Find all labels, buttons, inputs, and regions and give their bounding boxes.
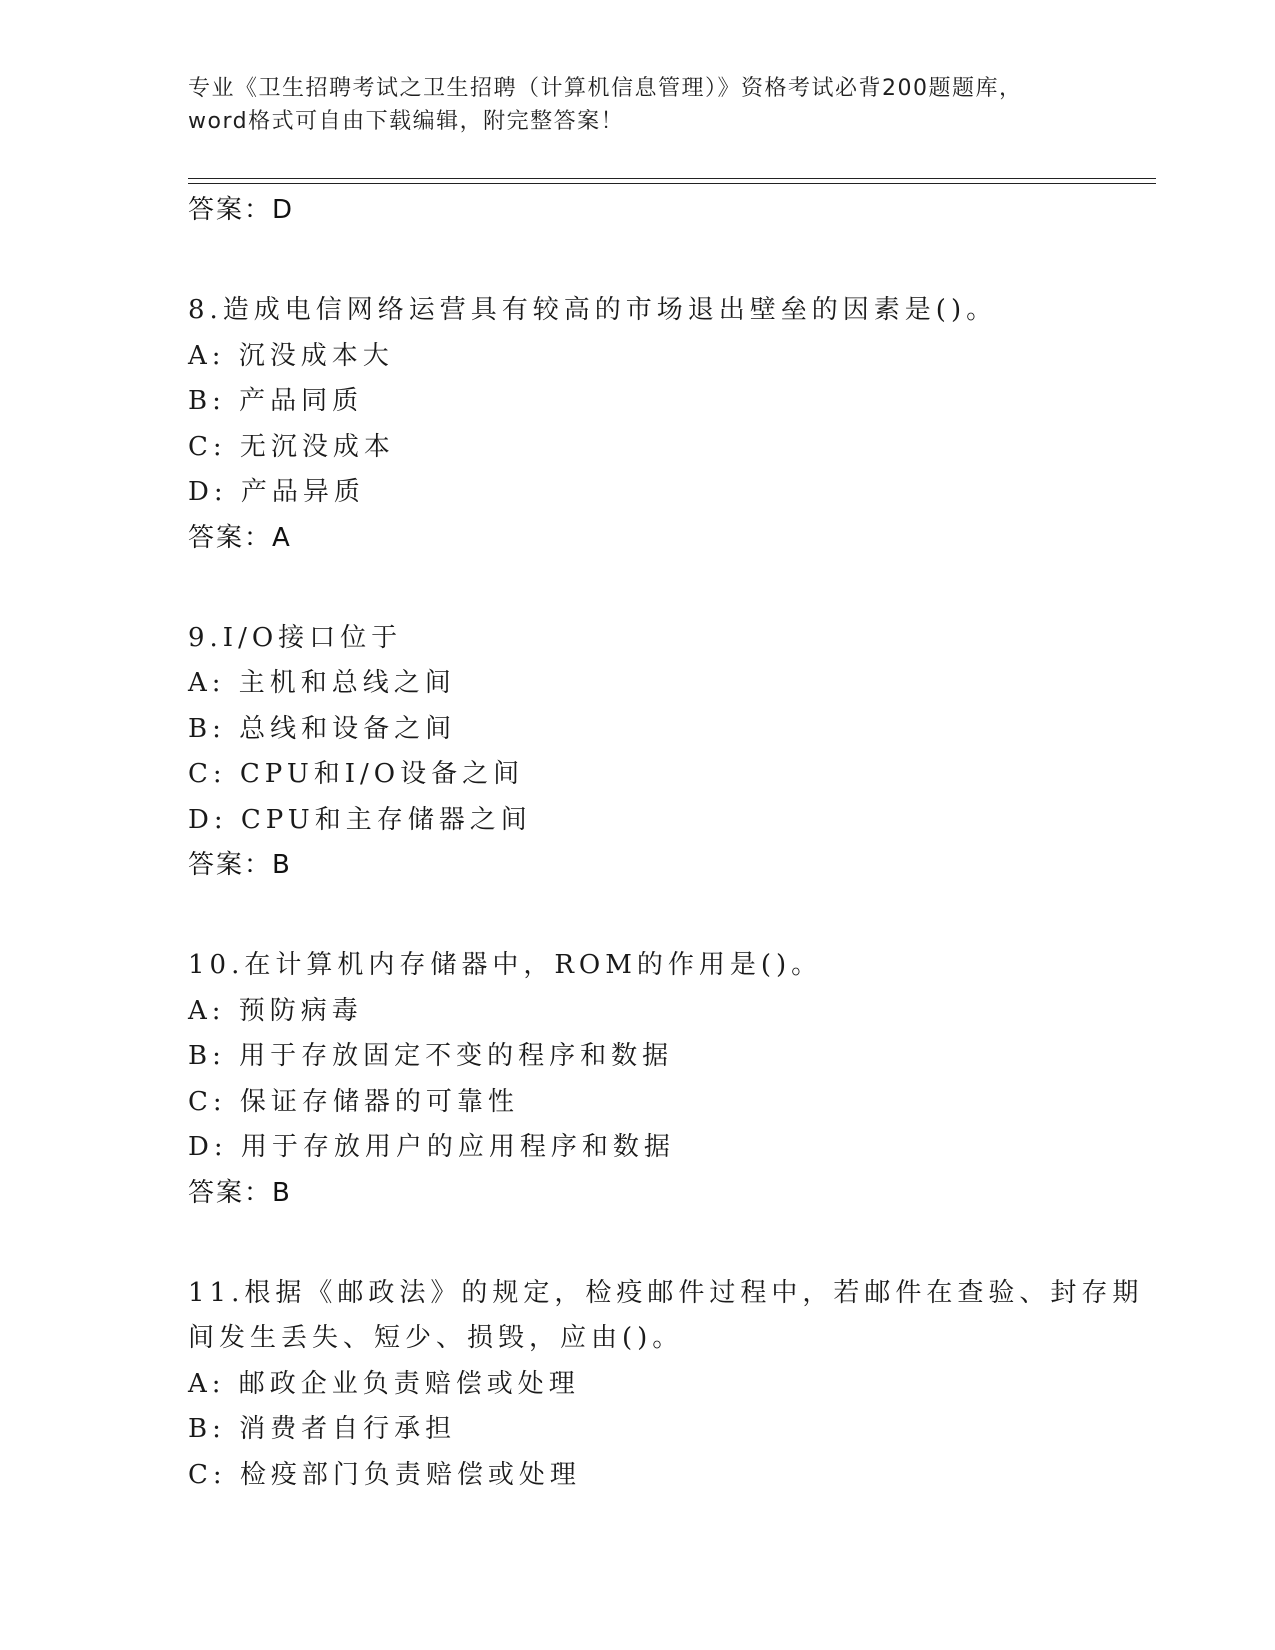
option-a: A: 主机和总线之间: [188, 668, 456, 698]
question-stem: 9.I/O接口位于: [188, 622, 403, 653]
question-list: [188, 188, 1148, 1498]
question-stem-line-2: 间发生丢失、短少、损毁，应由()。: [188, 1323, 684, 1353]
spacer: [188, 233, 1148, 288]
question-8: [188, 288, 1148, 561]
spacer: [188, 561, 1148, 616]
question-10: [188, 943, 1148, 1216]
option-c: C: 检疫部门负责赔偿或处理: [188, 1459, 581, 1490]
question-11: [188, 1271, 1148, 1499]
question-stem: 10.在计算机内存储器中，ROM的作用是()。: [188, 950, 823, 980]
option-c: C: CPU和I/O设备之间: [188, 759, 525, 789]
answer: 答案：B: [188, 850, 292, 880]
header-line-2: word格式可自由下载编辑，附完整答案！: [188, 109, 625, 134]
answer: 答案：B: [188, 1177, 292, 1208]
question-stem-line-1: 11.根据《邮政法》的规定，检疫邮件过程中，若邮件在查验、封存期: [188, 1277, 1144, 1308]
option-b: B: 消费者自行承担: [188, 1414, 457, 1444]
question-stem: 8.造成电信网络运营具有较高的市场退出壁垒的因素是()。: [188, 295, 998, 325]
option-a: A: 邮政企业负责赔偿或处理: [188, 1368, 580, 1399]
header-divider-top: [188, 178, 1156, 179]
option-b: B: 用于存放固定不变的程序和数据: [188, 1041, 674, 1071]
option-a: A: 沉没成本大: [188, 340, 394, 371]
header-divider-bottom: [188, 183, 1156, 184]
option-b: B: 总线和设备之间: [188, 713, 457, 744]
option-c: C: 无沉没成本: [188, 431, 395, 462]
option-a: A: 预防病毒: [188, 995, 363, 1026]
document-header: [188, 72, 1088, 138]
previous-answer: 答案：D: [188, 195, 295, 225]
option-d: D: 产品异质: [188, 477, 365, 507]
option-d: D: CPU和主存储器之间: [188, 804, 532, 835]
answer: 答案：A: [188, 522, 292, 553]
header-line-1: 专业《卫生招聘考试之卫生招聘（计算机信息管理）》资格考试必背200题题库，: [188, 76, 1023, 101]
option-d: D: 用于存放用户的应用程序和数据: [188, 1132, 675, 1162]
option-b: B: 产品同质: [188, 386, 364, 416]
option-c: C: 保证存储器的可靠性: [188, 1086, 519, 1117]
question-9: [188, 616, 1148, 889]
spacer: [188, 888, 1148, 943]
spacer: [188, 1216, 1148, 1271]
